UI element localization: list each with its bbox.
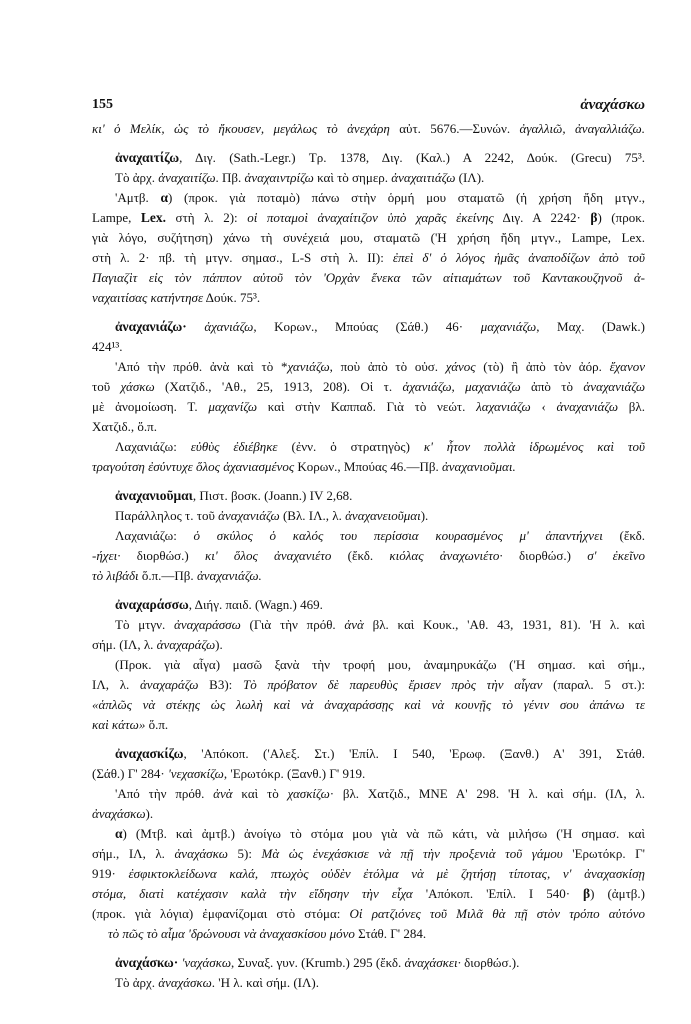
text-line [92, 188, 645, 208]
text-run: ) (Μτβ. καὶ ἀμτβ.) ἀνοίγω τὸ στόμα μου γιὰ νὰ πῶ κάτι, νὰ μιλήσω ('Η σημασ. καὶ [122, 826, 645, 841]
italic-citation: μαχανίζω [208, 399, 258, 414]
entry-headline [92, 953, 645, 973]
text-line [92, 397, 645, 417]
text-run: ) (προκ. [597, 210, 645, 225]
text-line [92, 566, 645, 586]
text-line [92, 437, 645, 457]
italic-citation: ἀναχάσκω [92, 806, 146, 821]
italic-citation: ἀναχαράζω [156, 637, 216, 652]
italic-citation: χάνος [445, 359, 476, 374]
text-run: γιὰ λόγο, συζήτηση) χάνω τὴ συνέχειά μου, σταματῶ ('Η χρήση ἤδη μτγν., Lampe, Lex. [92, 230, 645, 245]
italic-citation: ὁ σκύλος ὁ καλός του περίσσια κουρασμένος μ' ἀπαντήχνει [193, 528, 603, 543]
text-run: Τὸ ἀρχ. [115, 170, 159, 185]
italic-citation: ἀναχαιντρίζω [244, 170, 314, 185]
text-run: ἀπὸ τὸ [520, 379, 584, 394]
bold-term: ἀναχανιοῦμαι [115, 488, 193, 503]
text-line [92, 417, 645, 437]
italic-citation: Οἱ ρατζιόνες τοῦ Μιλᾶ θὰ πῇ στὸν τρόπο αὐτόνο [349, 906, 645, 921]
text-run: Παράλληλος τ. τοῦ [115, 508, 219, 523]
entry-headline [92, 595, 645, 615]
italic-citation: ἀγαλλιῶ, ἀναγαλλιάζω. [519, 121, 645, 136]
italic-citation: ἀναχάσκω [174, 846, 228, 861]
text-run: Β3): [198, 677, 243, 692]
text-run: σήμ., ΙΛ, λ. [92, 846, 175, 861]
text-run: στὴ λ. 2· πβ. τὴ μτγν. σημασ., L-S στὴ λ. II): [92, 250, 393, 265]
bold-term: ἀναχανιάζω· [115, 319, 187, 334]
text-run: Δούκ. 75³. [203, 290, 261, 305]
text-line [92, 248, 645, 268]
running-headword: ἀναχάσκω [580, 97, 645, 113]
text-run: καὶ τὸ σημερ. [313, 170, 392, 185]
text-run: (ἐνν. ὁ στρατηγὸς) [277, 439, 424, 454]
text-run: καὶ στὴν Καππαδ. Γιὰ τὸ νεώτ. [257, 399, 477, 414]
dictionary-column [92, 119, 645, 993]
text-run: στὴ λ. 2): [166, 210, 248, 225]
text-run: ) (ἀμτβ.) [590, 886, 645, 901]
text-line [92, 695, 645, 715]
text-run: (ἔκδ. [331, 548, 390, 563]
italic-citation: 'νεχασκίζω [167, 766, 224, 781]
text-line [92, 924, 645, 944]
continuation-text [92, 119, 645, 139]
entry-anachaskizo [92, 744, 645, 944]
bold-term: ἀναχαιτίζω [115, 150, 180, 165]
bold-term: α [115, 826, 123, 841]
text-run: , Κορων., Μπούας (Σάθ.) 46· [253, 319, 481, 334]
italic-citation: ἀναχαράσσω [174, 617, 241, 632]
text-run: βλ. [618, 399, 645, 414]
text-run: διορθώσ.) [120, 548, 205, 563]
text-run: (Γιὰ τὴν πρόθ. [240, 617, 345, 632]
italic-citation: Τὸ πρόβατον δὲ παρευθὺς ἔρισεν πρὸς τὴν αἶγαν [242, 677, 543, 692]
text-run: Στάθ. Γ' 284. [354, 926, 427, 941]
text-run: ) (προκ. γιὰ ποταμὸ) πάνω στὴν ὁρμή μου σταματῶ (ἡ χρήση ἤδη μτγν., [168, 190, 645, 205]
text-run: 5): [228, 846, 262, 861]
italic-citation: ἀναχανιοῦμαι. [441, 459, 516, 474]
text-run: 'Αμτβ. [115, 190, 161, 205]
text-line [92, 804, 645, 824]
text-run: καὶ τὸ [232, 786, 288, 801]
text-line [92, 506, 645, 526]
bold-term: β [590, 210, 598, 225]
text-run: (Βλ. ΙΛ., λ. [279, 508, 346, 523]
italic-citation: ἀναχάσκω [158, 975, 212, 990]
text-run: (ΙΛ). [455, 170, 485, 185]
text-line [92, 635, 645, 655]
text-line [92, 764, 645, 784]
italic-citation: Μὰ ὡς ἐνεχάσκισε νὰ πῇ τὴν προξενιὰ τοῦ γάμου [261, 846, 563, 861]
italic-citation: καὶ κάτω» [92, 717, 146, 732]
text-line [92, 784, 645, 804]
text-line [92, 168, 645, 188]
italic-citation: ἐπεὶ δ' ὁ λόγος ἡμᾶς ἀναποδίζων ἀπὸ τοῦ [392, 250, 645, 265]
page-number: 155 [92, 97, 113, 112]
text-run: , Πιστ. βοσκ. (Joann.) IV 2,68. [192, 488, 353, 503]
text-run [187, 319, 205, 334]
text-run: ). [215, 637, 223, 652]
entry-headline [92, 486, 645, 506]
italic-citation: κιόλας ἀναχωνιέτο· [389, 548, 503, 563]
entry-headline [92, 148, 645, 168]
text-line [92, 864, 645, 884]
text-run: αὐτ. 5676.—Συνών. [389, 121, 520, 136]
text-line [92, 844, 645, 864]
bold-term: ἀναχάσκω· [115, 955, 179, 970]
italic-citation: ἀναχαιτίζω [158, 170, 216, 185]
entry-anacharasso [92, 595, 645, 735]
italic-citation: κι' ὅλος ἀναχανιέτο [205, 548, 332, 563]
text-run: , ποὺ ἀπὸ τὸ οὐσ. [329, 359, 446, 374]
text-run: · βλ. Χατζιδ., ΜΝΕ Α' 298. 'Η λ. καὶ σήμ. (ΙΛ, λ. [329, 786, 645, 801]
text-run: ‹ [530, 399, 557, 414]
text-line [92, 119, 645, 139]
bold-term: ἀναχαράσσω [115, 597, 189, 612]
text-run: Τὸ μτγν. [115, 617, 175, 632]
italic-citation: ναχαιτίσας κατήντησε [92, 290, 204, 305]
text-line [92, 715, 645, 735]
text-run: Τὸ ἀρχ. [115, 975, 159, 990]
text-run: ὅ.π. [145, 717, 169, 732]
entry-anachasko [92, 953, 645, 993]
text-run: , 'Ερωτόκρ. (Ξανθ.) Γ' 919. [223, 766, 366, 781]
text-run: (παραλ. 5 στ.): [542, 677, 645, 692]
text-run: σήμ. (ΙΛ, λ. [92, 637, 157, 652]
italic-citation: χασκίζω [287, 786, 330, 801]
text-run: τοῦ [92, 379, 121, 394]
running-header [92, 95, 645, 115]
italic-citation: χανιάζω [287, 359, 330, 374]
text-run: (ἔκδ. [602, 528, 645, 543]
entry-anachaniazo [92, 317, 645, 477]
text-run: Lampe, [92, 210, 141, 225]
text-run: Λαχανιάζω: [115, 528, 194, 543]
italic-citation: -ήχει· [92, 548, 121, 563]
italic-citation: λαχανιάζω [476, 399, 531, 414]
text-run: , Μαχ. (Dawk.) [536, 319, 645, 334]
text-line [92, 675, 645, 695]
italic-citation: ἀναχανιάζω [218, 508, 280, 523]
text-run: . Πβ. [215, 170, 245, 185]
text-run: , Διήγ. παιδ. (Wagn.) 469. [188, 597, 323, 612]
italic-citation: οἱ ποταμοὶ ἀναχαίτιζον ὑπὸ χαρᾶς ἐκείνης [247, 210, 494, 225]
italic-citation: Παγιαζὶτ εἰς τὸν πάππον αὐτοῦ τὸν 'Ορχὰν ἕνεκα τῶν αἰτιαμάτων τοῦ Καντακουζηνοῦ ἀ- [92, 270, 645, 285]
text-run: , Διγ. (Sath.-Legr.) Τρ. 1378, Διγ. (Καλ.) Α 2242, Δούκ. (Grecu) 75³. [179, 150, 645, 165]
text-run: 424¹³. [92, 339, 123, 354]
text-line [92, 655, 645, 675]
text-run: , Συναξ. γυν. (Krumb.) 295 (ἔκδ. [231, 955, 405, 970]
bold-term: α [160, 190, 169, 205]
text-run: (Προκ. γιὰ αἶγα) μασῶ ξανὰ τὴν τροφή μου, ἀναμηρυκάζω ('Η σημασ. καὶ σήμ., [115, 657, 645, 672]
text-line [92, 615, 645, 635]
bold-term: β [583, 886, 591, 901]
text-run: , 'Απόκοπ. ('Αλεξ. Στ.) 'Επίλ. Ι 540, 'Ερωφ. (Ξανθ.) Α' 391, Στάθ. [183, 746, 645, 761]
italic-citation: τραγούτση ἐσύντυχε ὅλος ἀχανιασμένος [92, 459, 295, 474]
text-line [92, 288, 645, 308]
text-run: (προκ. γιὰ λόγια) ἐμφανίζομαι στὸ στόμα: [92, 906, 350, 921]
italic-citation: 'ναχάσκω [181, 955, 232, 970]
italic-citation: ἀνὰ [344, 617, 364, 632]
text-run: ). [145, 806, 154, 821]
text-line [92, 546, 645, 566]
text-line [92, 377, 645, 397]
italic-citation: ἀναχανειοῦμαι [345, 508, 421, 523]
italic-citation: κι' ὁ Μελίκ, ὡς τὸ ἤκουσεν, μεγάλως τὸ ἀνεχάρη [92, 121, 390, 136]
bold-term: Lex. [140, 210, 167, 225]
italic-citation: ἀναχαράζω [139, 677, 199, 692]
italic-citation: μαχανιάζω [480, 319, 537, 334]
text-run: Χατζιδ., ὅ.π. [92, 419, 157, 434]
text-run: διορθώσ.) [502, 548, 588, 563]
text-run: μὲ ἀνομοίωση. Τ. [92, 399, 209, 414]
italic-citation: εὐθὺς ἐδιέβηκε [190, 439, 278, 454]
text-run: 'Απόκοπ. 'Επίλ. Ι 540· [412, 886, 584, 901]
text-run: Κορων., Μπούας 46.—Πβ. [294, 459, 442, 474]
text-run: (Χατζιδ., 'Αθ., 25, 1913, 208). Οἱ τ. [154, 379, 403, 394]
text-run: . 'Η λ. καὶ σήμ. (ΙΛ). [211, 975, 320, 990]
text-run: 'Από τὴν πρόθ. ἀνὰ καὶ τὸ * [115, 359, 288, 374]
entry-anachaitizo [92, 148, 645, 308]
italic-citation: τὸ λιβάδι [92, 568, 139, 583]
italic-citation: ἀναχανιάζω [556, 399, 619, 414]
italic-citation: ἀχανιάζω, μαχανιάζω [402, 379, 521, 394]
italic-citation: ἀναχαιτιάζω [391, 170, 456, 185]
text-line [92, 337, 645, 357]
italic-citation: ἔχανον [609, 359, 645, 374]
italic-citation: στόμα, διατὶ κατέχασιν καλὰ τὴν εἴδησην τὴν εἶχα [92, 886, 413, 901]
entry-headline [92, 744, 645, 764]
entry-headline [92, 317, 645, 337]
text-line [92, 973, 645, 993]
text-run: βλ. καὶ Κουκ., 'Αθ. 43, 1931, 81). 'Η λ. καὶ [363, 617, 645, 632]
text-run: ). [420, 508, 429, 523]
bold-term: ἀναχασκίζω [115, 746, 184, 761]
italic-citation: ἀχανιάζω [204, 319, 254, 334]
text-run: 919· [92, 866, 129, 881]
text-run: (Σάθ.) Γ' 284· [92, 766, 168, 781]
italic-citation: κ' ἦτον πολλὰ ἱδρωμένος καὶ τοῦ [423, 439, 645, 454]
text-run: Διγ. Α 2242· [493, 210, 591, 225]
text-run: διορθώσ.). [460, 955, 520, 970]
text-run: ΙΛ, λ. [92, 677, 140, 692]
italic-citation: «ἁπλῶς νὰ στέκῃς ὡς λωλὴ καὶ νὰ ἀναχαράσσῃς καὶ νὰ κουνῇς τὸ γένιν σου ἀπάνω τε [92, 697, 645, 712]
entry-anachanioumai [92, 486, 645, 586]
italic-citation: ἀναχανιάζω [583, 379, 645, 394]
text-line [92, 884, 645, 904]
italic-citation: ἀναχανιάζω. [196, 568, 262, 583]
text-line [92, 904, 645, 924]
text-run: 'Ερωτόκρ. Γ' [562, 846, 645, 861]
text-run: Λαχανιάζω: [115, 439, 191, 454]
text-run: 'Από τὴν πρόθ. [115, 786, 214, 801]
text-run: ὅ.π.—Πβ. [138, 568, 197, 583]
text-line [92, 526, 645, 546]
italic-citation: σ' ἐκεῖνο [587, 548, 645, 563]
text-line [92, 208, 645, 228]
text-line [92, 357, 645, 377]
text-line [92, 457, 645, 477]
text-line [92, 268, 645, 288]
text-run: (τὸ) ἢ ἀπὸ τὸν ἀόρ. [475, 359, 610, 374]
italic-citation: ἀναχάσκει· [404, 955, 461, 970]
italic-citation: τὸ πῶς τὸ αἷμα 'δρώνουσι νὰ ἀναχασκίσου μόνο [108, 926, 355, 941]
text-line [92, 228, 645, 248]
italic-citation: ἀνὰ [213, 786, 233, 801]
italic-citation: ἐσφικτοκλείδωνα καλά, πτωχὸς οὐδὲν ἐτόλμα νὰ μὲ ζητήσῃ τίποτας, ν' ἀναχασκίσῃ [128, 866, 645, 881]
text-line [92, 824, 645, 844]
italic-citation: χάσκω [120, 379, 155, 394]
